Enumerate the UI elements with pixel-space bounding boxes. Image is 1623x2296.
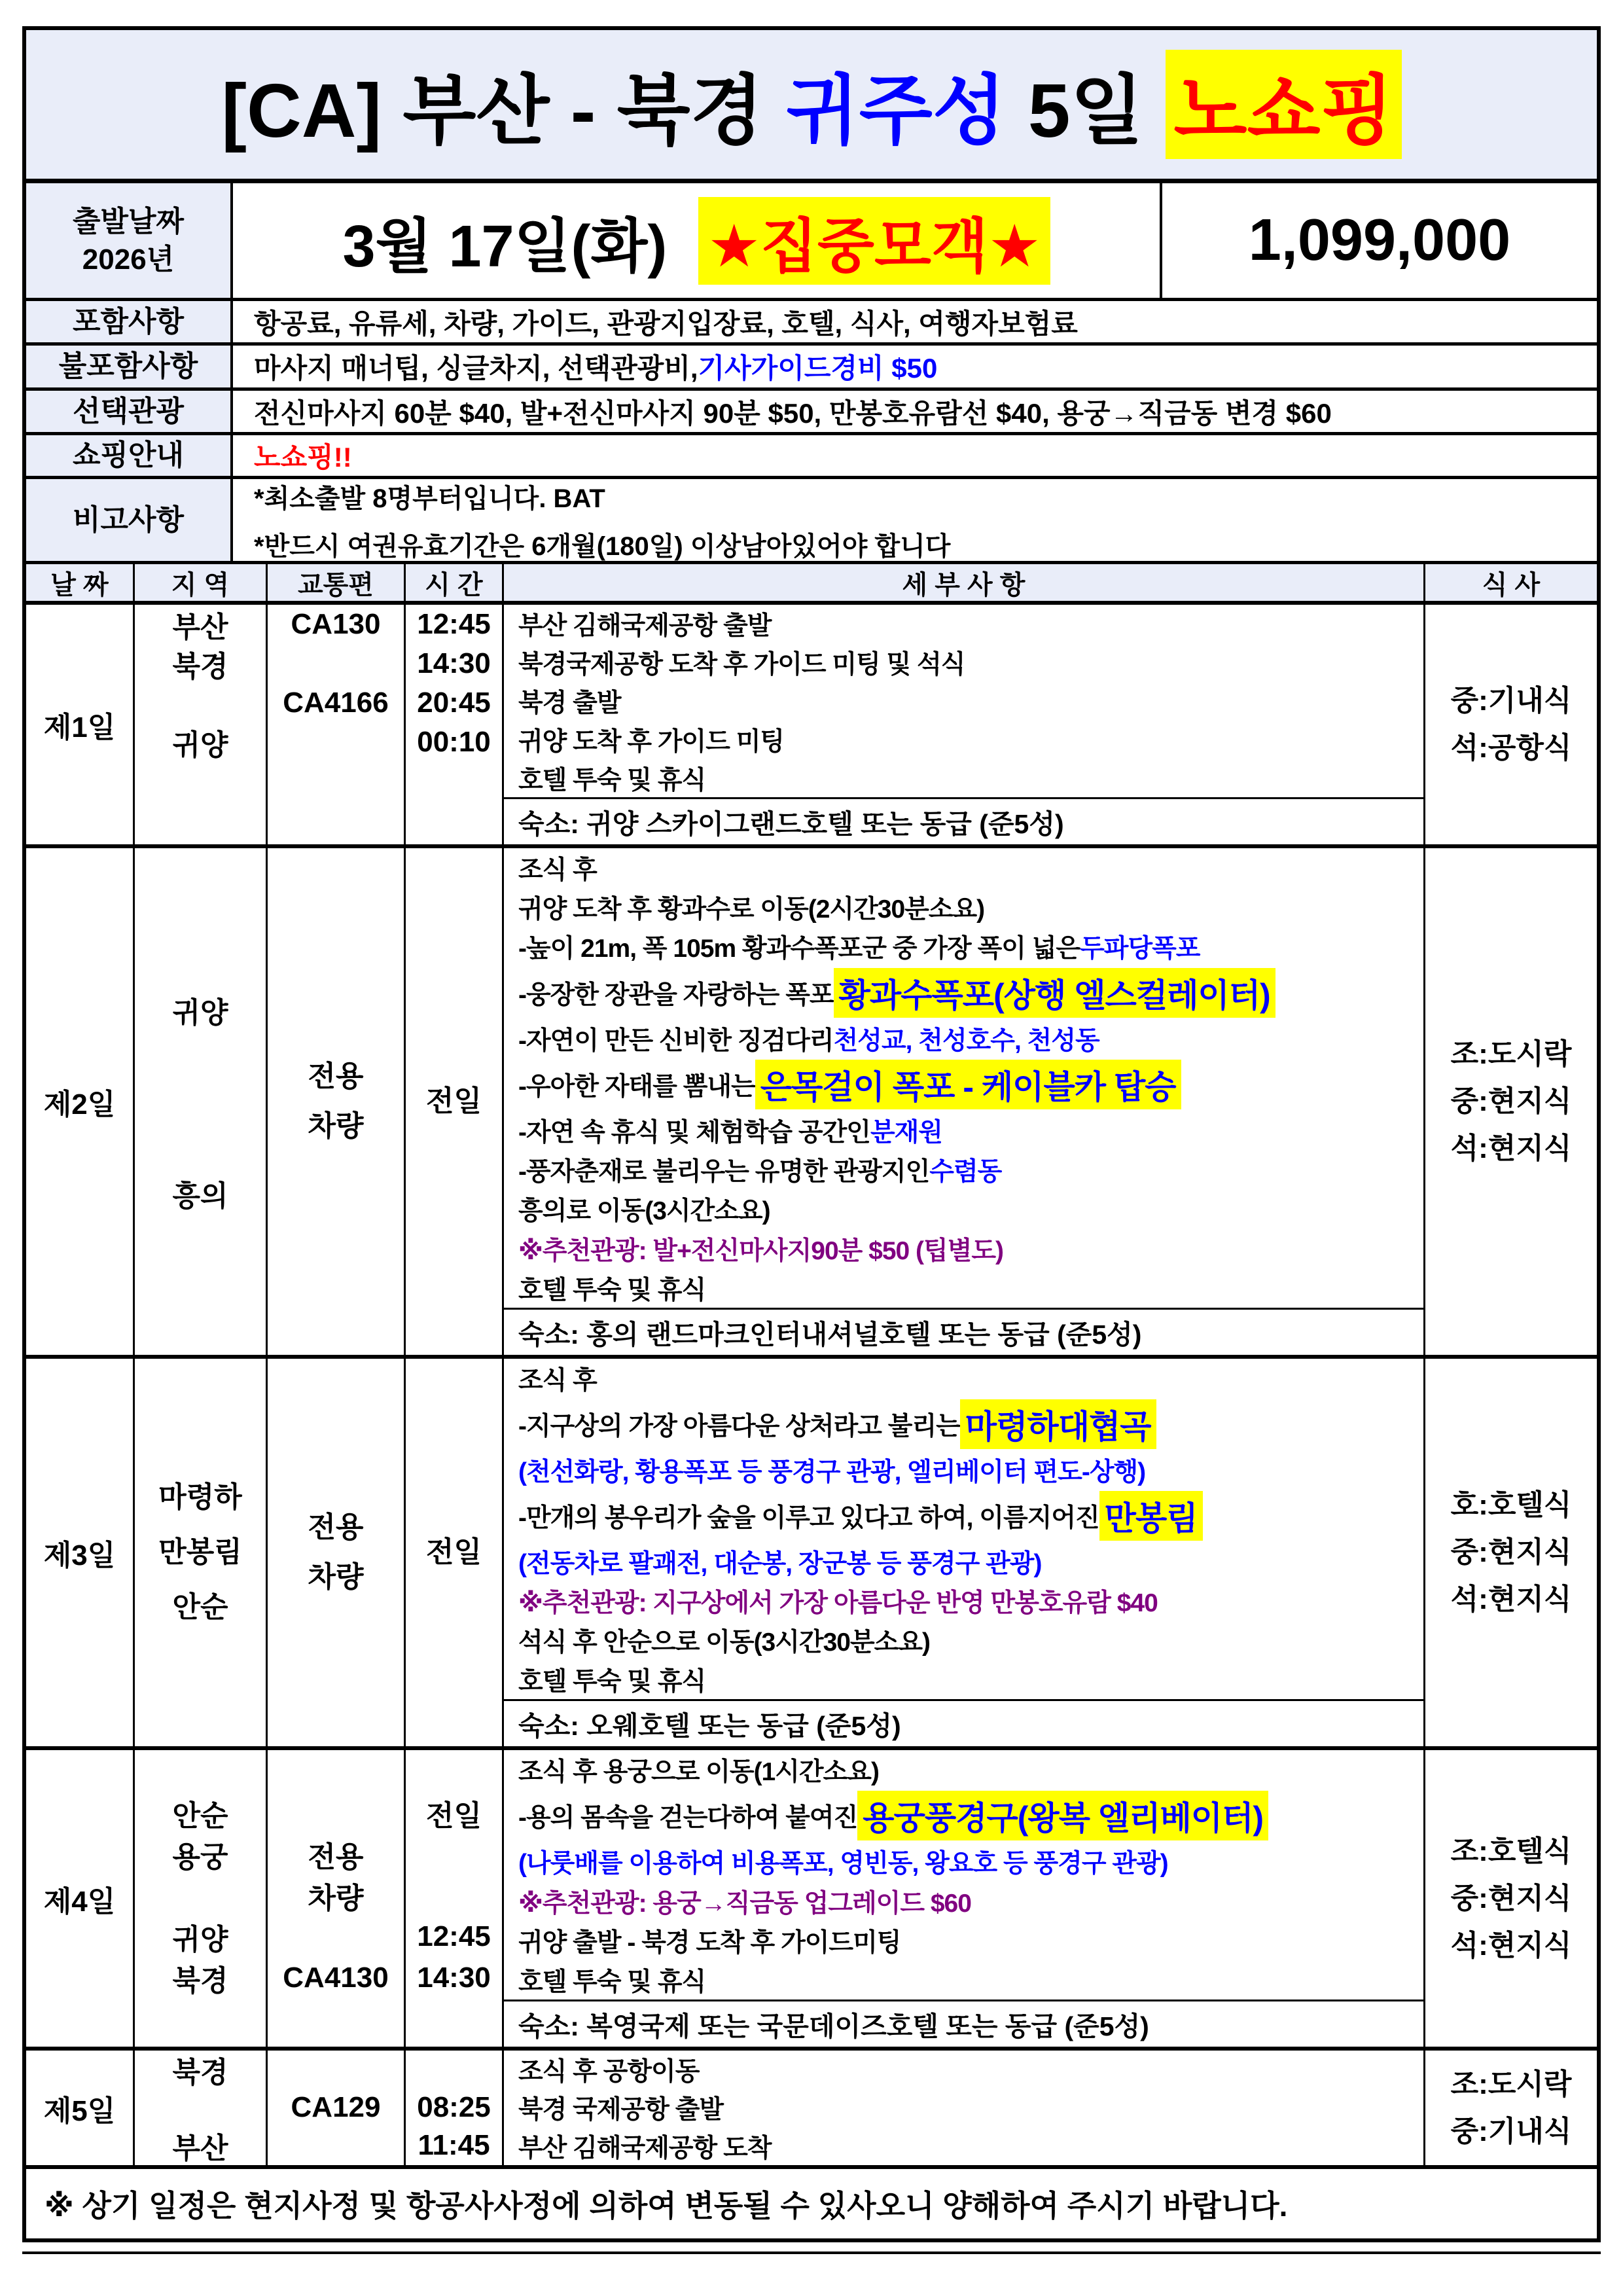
list-item: 조:도시락 [1450, 2068, 1572, 2100]
list-item: 만봉림 [158, 1536, 242, 1568]
detail-line [518, 1270, 1423, 1306]
departure-label-line2: 2026년 [82, 243, 175, 276]
text-segment: 천성교, 천성호수, 천성동 [833, 1026, 1099, 1055]
detail-line [518, 1112, 1423, 1149]
detail-line [518, 928, 1423, 965]
text-segment: 귀양 출발 - 북경 도착 후 가이드미팅 [518, 1928, 901, 1957]
detail-line [518, 760, 1423, 797]
detail-line [518, 889, 1423, 925]
text-segment: 조식 후 용궁으로 이동(1시간소요) [518, 1758, 879, 1787]
detail-line [518, 1962, 1423, 1998]
detail-line [518, 968, 1423, 1018]
excluded-text [233, 346, 1597, 387]
header-time: 시 간 [406, 564, 504, 601]
list-item: 20:45 [417, 687, 491, 719]
day3-regions [135, 1359, 268, 1746]
row-excluded [26, 342, 1597, 387]
detail-line [518, 1020, 1423, 1057]
list-item: 귀양 [172, 997, 228, 1030]
text-segment: 은목걸이 폭포 - 케이블카 탑승 [755, 1060, 1181, 1109]
text-segment: 수렴동 [929, 1158, 1002, 1187]
row-included [26, 298, 1597, 342]
day-row-3 [26, 1355, 1597, 1746]
header-region: 지 역 [135, 564, 268, 601]
text-segment: 귀양 도착 후 황과수로 이동(2시간30분소요) [518, 895, 985, 924]
text-segment: -우아한 자태를 뽐내는 [518, 1072, 755, 1101]
excluded-label: 불포함사항 [26, 346, 233, 387]
page-title [26, 30, 1597, 179]
text-segment: 마사지 매너팁, 싱글차지, 선택관광비, [254, 353, 698, 384]
day4-times [406, 1750, 504, 2047]
list-item: 전일 [425, 1536, 482, 1568]
day4-detail-lines [504, 1750, 1423, 2000]
day5-details-cell [504, 2051, 1425, 2165]
shopping-label: 쇼핑안내 [26, 435, 233, 476]
text-segment: 조식 후 공항이동 [518, 2058, 700, 2087]
detail-line [518, 1751, 1423, 1788]
footer-note: ※ 상기 일정은 현지사정 및 항공사사정에 의하여 변동될 수 있사오니 양해하여 주시기 바랍니다. [26, 2165, 1597, 2238]
text-segment: 호텔 투숙 및 휴식 [518, 1276, 706, 1304]
list-item: 석:현지식 [1450, 1929, 1572, 1962]
detail-line [518, 1661, 1423, 1698]
detail-line [518, 2051, 1423, 2088]
list-item: 북경 [172, 651, 228, 683]
day-row-5 [26, 2047, 1597, 2165]
list-item: 14:30 [417, 1961, 491, 1994]
day4-label: 제4일 [26, 1750, 135, 2047]
departure-date-cell [233, 183, 1162, 298]
list-item: 귀양 [172, 1923, 228, 1956]
text-segment: 북경 국제공항 출발 [518, 2096, 724, 2125]
detail-line [518, 1230, 1423, 1267]
list-item: 전일 [425, 1799, 482, 1832]
list-item: *최소출발 8명부터입니다. BAT [254, 484, 605, 513]
list-item: 08:25 [417, 2091, 491, 2123]
day5-detail-lines [504, 2051, 1423, 2165]
list-item: 마령하 [158, 1481, 242, 1513]
list-item: 북경 [172, 2056, 228, 2089]
detail-line [518, 1060, 1423, 1109]
list-item: 안순 [172, 1591, 228, 1623]
detail-line [518, 1399, 1423, 1449]
detail-line [518, 1360, 1423, 1397]
text-segment: 용궁풍경구(왕복 엘리베이터) [857, 1791, 1268, 1840]
text-segment: -용의 몸속을 걷는다하여 붙여진 [518, 1804, 858, 1833]
detail-line [518, 1543, 1423, 1580]
list-item: 용궁 [172, 1840, 228, 1873]
day2-label: 제2일 [26, 848, 135, 1355]
list-item: 중:현지식 [1450, 1085, 1572, 1117]
text-segment: 호텔 투숙 및 휴식 [518, 1967, 706, 1996]
day1-times [406, 605, 504, 844]
list-item: 석:현지식 [1450, 1583, 1572, 1615]
text-segment: 만봉림 [1099, 1491, 1203, 1541]
detail-line [518, 850, 1423, 886]
text-segment: -자연 속 휴식 및 체험학습 공간인 [518, 1119, 870, 1147]
text-segment: (나룻배를 이용하여 비용폭포, 영빈동, 왕요호 등 풍경구 관광) [518, 1850, 1168, 1878]
text-segment: -웅장한 장관을 자랑하는 폭포 [518, 980, 834, 1009]
day4-details-cell [504, 1750, 1425, 2047]
list-item: CA4130 [283, 1961, 389, 1994]
list-item: 차량 [308, 1110, 364, 1142]
departure-row [26, 179, 1597, 298]
day-row-1 [26, 601, 1597, 844]
list-item: 귀양 [172, 729, 228, 761]
departure-label [26, 183, 233, 298]
text-segment: -자연이 만든 신비한 징검다리 [518, 1026, 834, 1055]
optional-tours-label: 선택관광 [26, 391, 233, 432]
schedule-header [26, 561, 1597, 601]
list-item: 전용 [308, 1060, 364, 1092]
text-segment: 조식 후 [518, 1367, 597, 1395]
list-item: CA130 [291, 608, 381, 640]
detail-line [518, 1583, 1423, 1619]
list-item: 14:30 [417, 647, 491, 679]
detail-line [518, 1843, 1423, 1880]
list-item: 중:기내식 [1450, 2115, 1572, 2147]
detail-line [518, 1151, 1423, 1188]
text-segment: 부산 김해국제공항 도착 [518, 2134, 772, 2162]
row-optional-tours [26, 387, 1597, 432]
day1-details-cell [504, 605, 1425, 844]
included-label: 포함사항 [26, 301, 233, 342]
list-item: 전일 [425, 1085, 482, 1117]
day2-times [406, 848, 504, 1355]
departure-label-line1: 출발날짜 [72, 206, 184, 238]
day5-times [406, 2051, 504, 2165]
included-text: 항공료, 유류세, 차량, 가이드, 관광지입장료, 호텔, 식사, 여행자보험료 [254, 308, 1078, 339]
optional-tours-text: 전신마사지 60분 $40, 발+전신마사지 90분 $50, 만봉호유람선 $40, 용궁→직금동 변경 $60 [254, 397, 1332, 429]
day5-label: 제5일 [26, 2051, 135, 2165]
detail-line [518, 644, 1423, 681]
header-transport: 교통편 [268, 564, 406, 601]
day3-details-cell [504, 1359, 1425, 1746]
price: 1,099,000 [1248, 207, 1511, 273]
day4-transport [268, 1750, 406, 2047]
day2-meals [1425, 848, 1597, 1355]
day-row-2 [26, 844, 1597, 1355]
row-shopping [26, 432, 1597, 476]
text-segment: 호텔 투숙 및 휴식 [518, 766, 706, 795]
text-segment: 조식 후 [518, 856, 597, 885]
list-item: 전용 [308, 1840, 364, 1873]
list-item: 00:10 [417, 726, 491, 758]
no-shopping-text: 노쇼핑!! [254, 442, 352, 473]
day1-regions [135, 605, 268, 844]
detail-line [518, 683, 1423, 719]
shopping-text [233, 435, 1597, 476]
list-item: 호:호텔식 [1450, 1489, 1572, 1521]
day-row-4 [26, 1746, 1597, 2047]
text-segment: 호텔 투숙 및 휴식 [518, 1668, 706, 1696]
text-segment: ※추천관광: 지구상에서 가장 아름다운 반영 만봉호유람 $40 [518, 1589, 1158, 1617]
list-item: 부산 [172, 2132, 228, 2164]
day5-transport [268, 2051, 406, 2165]
day3-detail-lines [504, 1359, 1423, 1699]
text-segment: ※추천관광: 발+전신마사지90분 $50 (팁별도) [518, 1236, 1004, 1265]
day4-meals [1425, 1750, 1597, 2047]
departure-date: 3월 17일(화) [342, 213, 668, 279]
detail-line [518, 1191, 1423, 1227]
list-item: CA129 [291, 2091, 381, 2123]
remarks-text [233, 479, 1597, 561]
promo-badge: ★집중모객★ [698, 197, 1050, 285]
header-meals: 식 사 [1482, 570, 1541, 600]
text-segment: 귀양 도착 후 가이드 미팅 [518, 727, 785, 756]
row-remarks [26, 476, 1597, 561]
list-item: 부산 [172, 611, 228, 643]
day1-lodging: 숙소: 귀양 스카이그랜드호텔 또는 동급 (준5성) [504, 797, 1423, 844]
text-segment: 두파당폭포 [1080, 935, 1200, 963]
list-item: 차량 [308, 1561, 364, 1593]
text-segment: 석식 후 안순으로 이동(3시간30분소요) [518, 1628, 930, 1657]
list-item: 차량 [308, 1882, 364, 1914]
day2-detail-lines [504, 848, 1423, 1308]
day2-transport [268, 848, 406, 1355]
list-item: 조:호텔식 [1450, 1835, 1572, 1867]
day1-meals [1425, 605, 1597, 844]
day4-lodging: 숙소: 복영국제 또는 국문데이즈호텔 또는 동급 (준5성) [504, 2000, 1423, 2047]
text-segment: ※추천관광: 용궁→직금동 업그레이드 $60 [518, 1889, 971, 1918]
detail-line [518, 1491, 1423, 1541]
title-duration: 5일 [1027, 68, 1144, 153]
list-item: 조:도시락 [1450, 1038, 1572, 1070]
list-item: CA4166 [283, 687, 389, 719]
text-segment: -지구상의 가장 아름다운 상처라고 불리는 [518, 1412, 960, 1441]
day3-lodging: 숙소: 오웨호텔 또는 동급 (준5성) [504, 1699, 1423, 1746]
list-item: 흥의 [172, 1179, 228, 1212]
bottom-rule [22, 2251, 1601, 2254]
text-segment: 북경 출발 [518, 689, 621, 717]
list-item: 전용 [308, 1511, 364, 1543]
detail-line [518, 605, 1423, 642]
text-segment: 북경국제공항 도착 후 가이드 미팅 및 석식 [518, 651, 965, 679]
detail-line [518, 721, 1423, 758]
list-item: 중:기내식 [1450, 685, 1572, 717]
detail-line [518, 1452, 1423, 1488]
list-item: 중:현지식 [1450, 1536, 1572, 1568]
day1-label: 제1일 [26, 605, 135, 844]
title-destination-highlight: 귀주성 [785, 68, 1006, 153]
list-item: 안순 [172, 1799, 228, 1832]
day3-meals [1425, 1359, 1597, 1746]
day1-transport [268, 605, 406, 844]
title-route: [CA] 부산 - 북경 [221, 68, 764, 153]
detail-line [518, 1883, 1423, 1920]
text-segment: 흥의로 이동(3시간소요) [518, 1197, 770, 1226]
detail-line [518, 1622, 1423, 1659]
day3-transport [268, 1359, 406, 1746]
day2-regions [135, 848, 268, 1355]
day3-label: 제3일 [26, 1359, 135, 1746]
text-segment: (전동차로 팔괘전, 대순봉, 장군봉 등 풍경구 관광) [518, 1550, 1042, 1578]
text-segment: -높이 21m, 폭 105m 황과수폭포군 중 가장 폭이 넓은 [518, 935, 1080, 963]
list-item: 석:공항식 [1450, 732, 1572, 764]
text-segment: 마령하대협곡 [960, 1399, 1156, 1449]
text-segment: 부산 김해국제공항 출발 [518, 612, 772, 641]
detail-line [518, 1791, 1423, 1840]
header-details: 세 부 사 항 [504, 564, 1425, 601]
day1-detail-lines [504, 605, 1423, 797]
text-segment: -만개의 봉우리가 숲을 이루고 있다고 하여, 이름지어진 [518, 1504, 1099, 1532]
detail-line [518, 1922, 1423, 1959]
list-item: 11:45 [418, 2129, 490, 2161]
list-item: 중:현지식 [1450, 1882, 1572, 1914]
text-segment: 분재원 [870, 1119, 942, 1147]
day5-meals [1425, 2051, 1597, 2165]
text-segment: -풍자춘재로 불리우는 유명한 관광지인 [518, 1158, 930, 1187]
text-segment: 기사가이드경비 $50 [698, 353, 938, 384]
no-shopping-badge: 노쇼핑 [1166, 50, 1401, 159]
header-date: 날 짜 [26, 564, 135, 601]
text-segment: 황과수폭포(상행 엘스컬레이터) [834, 968, 1275, 1018]
list-item: 북경 [172, 1964, 228, 1997]
list-item: 12:45 [417, 608, 491, 640]
day3-times [406, 1359, 504, 1746]
day4-regions [135, 1750, 268, 2047]
day2-details-cell [504, 848, 1425, 1355]
list-item: 석:현지식 [1450, 1132, 1572, 1164]
text-segment: (천선화랑, 황용폭포 등 풍경구 관광, 엘리베이터 편도-상행) [518, 1458, 1146, 1486]
list-item: 12:45 [417, 1920, 491, 1952]
day5-regions [135, 2051, 268, 2165]
remarks-label: 비고사항 [26, 479, 233, 561]
detail-line [518, 2089, 1423, 2126]
day2-lodging: 숙소: 홍의 랜드마크인터내셔널호텔 또는 동급 (준5성) [504, 1308, 1423, 1355]
detail-line [518, 2128, 1423, 2164]
list-item: *반드시 여권유효기간은 6개월(180일) 이상남아있어야 합니다 [254, 531, 951, 561]
tour-itinerary-document [22, 26, 1601, 2242]
